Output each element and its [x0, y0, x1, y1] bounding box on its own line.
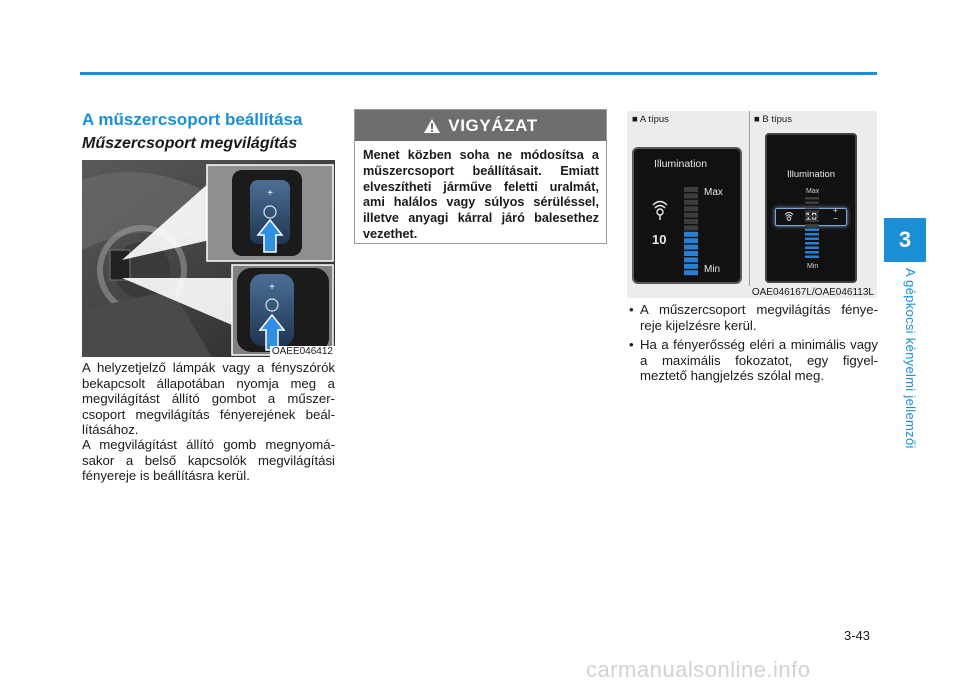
display-title: Illumination [787, 169, 836, 180]
watermark: carmanualsonline.info [586, 657, 811, 682]
figure-code: OAEE046412 [271, 346, 333, 357]
brightness-segment [805, 206, 819, 209]
brightness-segment [684, 264, 698, 269]
brightness-segment [805, 238, 819, 241]
brightness-segment [805, 215, 819, 218]
brightness-segment [805, 256, 819, 259]
type-b-display [765, 133, 857, 283]
illumination-display-figure [627, 111, 877, 298]
chapter-number-tab: 3 [884, 218, 926, 262]
brightness-segment [805, 202, 819, 205]
display-max-label: Max [704, 187, 723, 198]
brightness-segment [684, 206, 698, 211]
section-title: A műszercsoport beállítása [82, 110, 303, 129]
paragraph: A helyzetjelző lámpák vagy a fényszórók bekapcsolt állapotában nyomja meg a megvilágítást állító gombot a műszer-csoport megvilágítás fényerejének beál-lításához. [82, 360, 335, 438]
warning-triangle-icon [423, 118, 441, 134]
warning-text: Menet közben soha ne módosítsa a műszercsoport beállításait. Emiatt elveszítheti járműve feletti uralmát, ami halálos vagy súlyos sérüléssel, illetve anyagi kárral járó balesethez vezethet. [363, 148, 599, 241]
display-max-label: Max [806, 188, 820, 195]
list-item: • Ha a fényerősség eléri a minimális vagy a maximális fokozatot, egy figyel-meztető hangjelzés szólal meg. [628, 337, 878, 384]
display-min-label: Min [807, 263, 819, 270]
illumination-icon [782, 211, 796, 224]
switch-plus-label: + [269, 282, 275, 293]
plus-minus-icon: + − [833, 206, 838, 223]
brightness-segment [684, 213, 698, 218]
warning-box [354, 109, 607, 244]
brightness-segment [684, 193, 698, 198]
brightness-segment [684, 225, 698, 230]
brightness-segment [805, 220, 819, 223]
type-a-label: ■ A típus [632, 114, 669, 125]
bullet-list [628, 302, 878, 388]
brightness-segment [805, 233, 819, 236]
page-number: 3-43 [844, 628, 871, 643]
warning-title: VIGYÁZAT [448, 115, 538, 135]
type-a-display [632, 147, 742, 284]
brightness-segment [684, 232, 698, 237]
brightness-segment [684, 187, 698, 192]
subsection-title: Műszercsoport megvilágítás [82, 135, 298, 152]
display-title: Illumination [654, 158, 708, 170]
display-value: 10 [652, 232, 667, 247]
brightness-segment [684, 200, 698, 205]
dashboard-switch-illustration [82, 160, 335, 357]
top-rule [80, 72, 877, 75]
brightness-segment [805, 229, 819, 232]
switch-plus-label: + [267, 188, 273, 199]
illumination-icon [650, 199, 670, 221]
brightness-segment [684, 270, 698, 275]
chapter-title: A gépkocsi kényelmi jellemzői [903, 268, 918, 449]
brightness-segment [805, 197, 819, 200]
figure-code: OAE046167L/OAE046113L [751, 287, 874, 298]
list-item: • A műszercsoport megvilágítás fénye-reje kijelzésre kerül. [628, 302, 878, 333]
brightness-segment [805, 211, 819, 214]
brightness-segment [684, 251, 698, 256]
brightness-segment [805, 242, 819, 245]
warning-header [355, 110, 606, 141]
brightness-segment [684, 219, 698, 224]
brightness-bar [684, 187, 698, 277]
type-b-label: ■ B típus [754, 114, 792, 125]
brightness-segment [684, 257, 698, 262]
paragraph: A megvilágítást állító gomb megnyomá-sakor a belső kapcsolók megvilágítási fényereje is beállításra kerül. [82, 437, 335, 484]
display-min-label: Min [704, 264, 721, 275]
brightness-segment [684, 245, 698, 250]
brightness-segment [684, 238, 698, 243]
brightness-scale [805, 197, 819, 261]
brightness-segment [805, 224, 819, 227]
brightness-segment [805, 251, 819, 254]
figure-divider [749, 111, 750, 286]
brightness-segment [805, 247, 819, 250]
